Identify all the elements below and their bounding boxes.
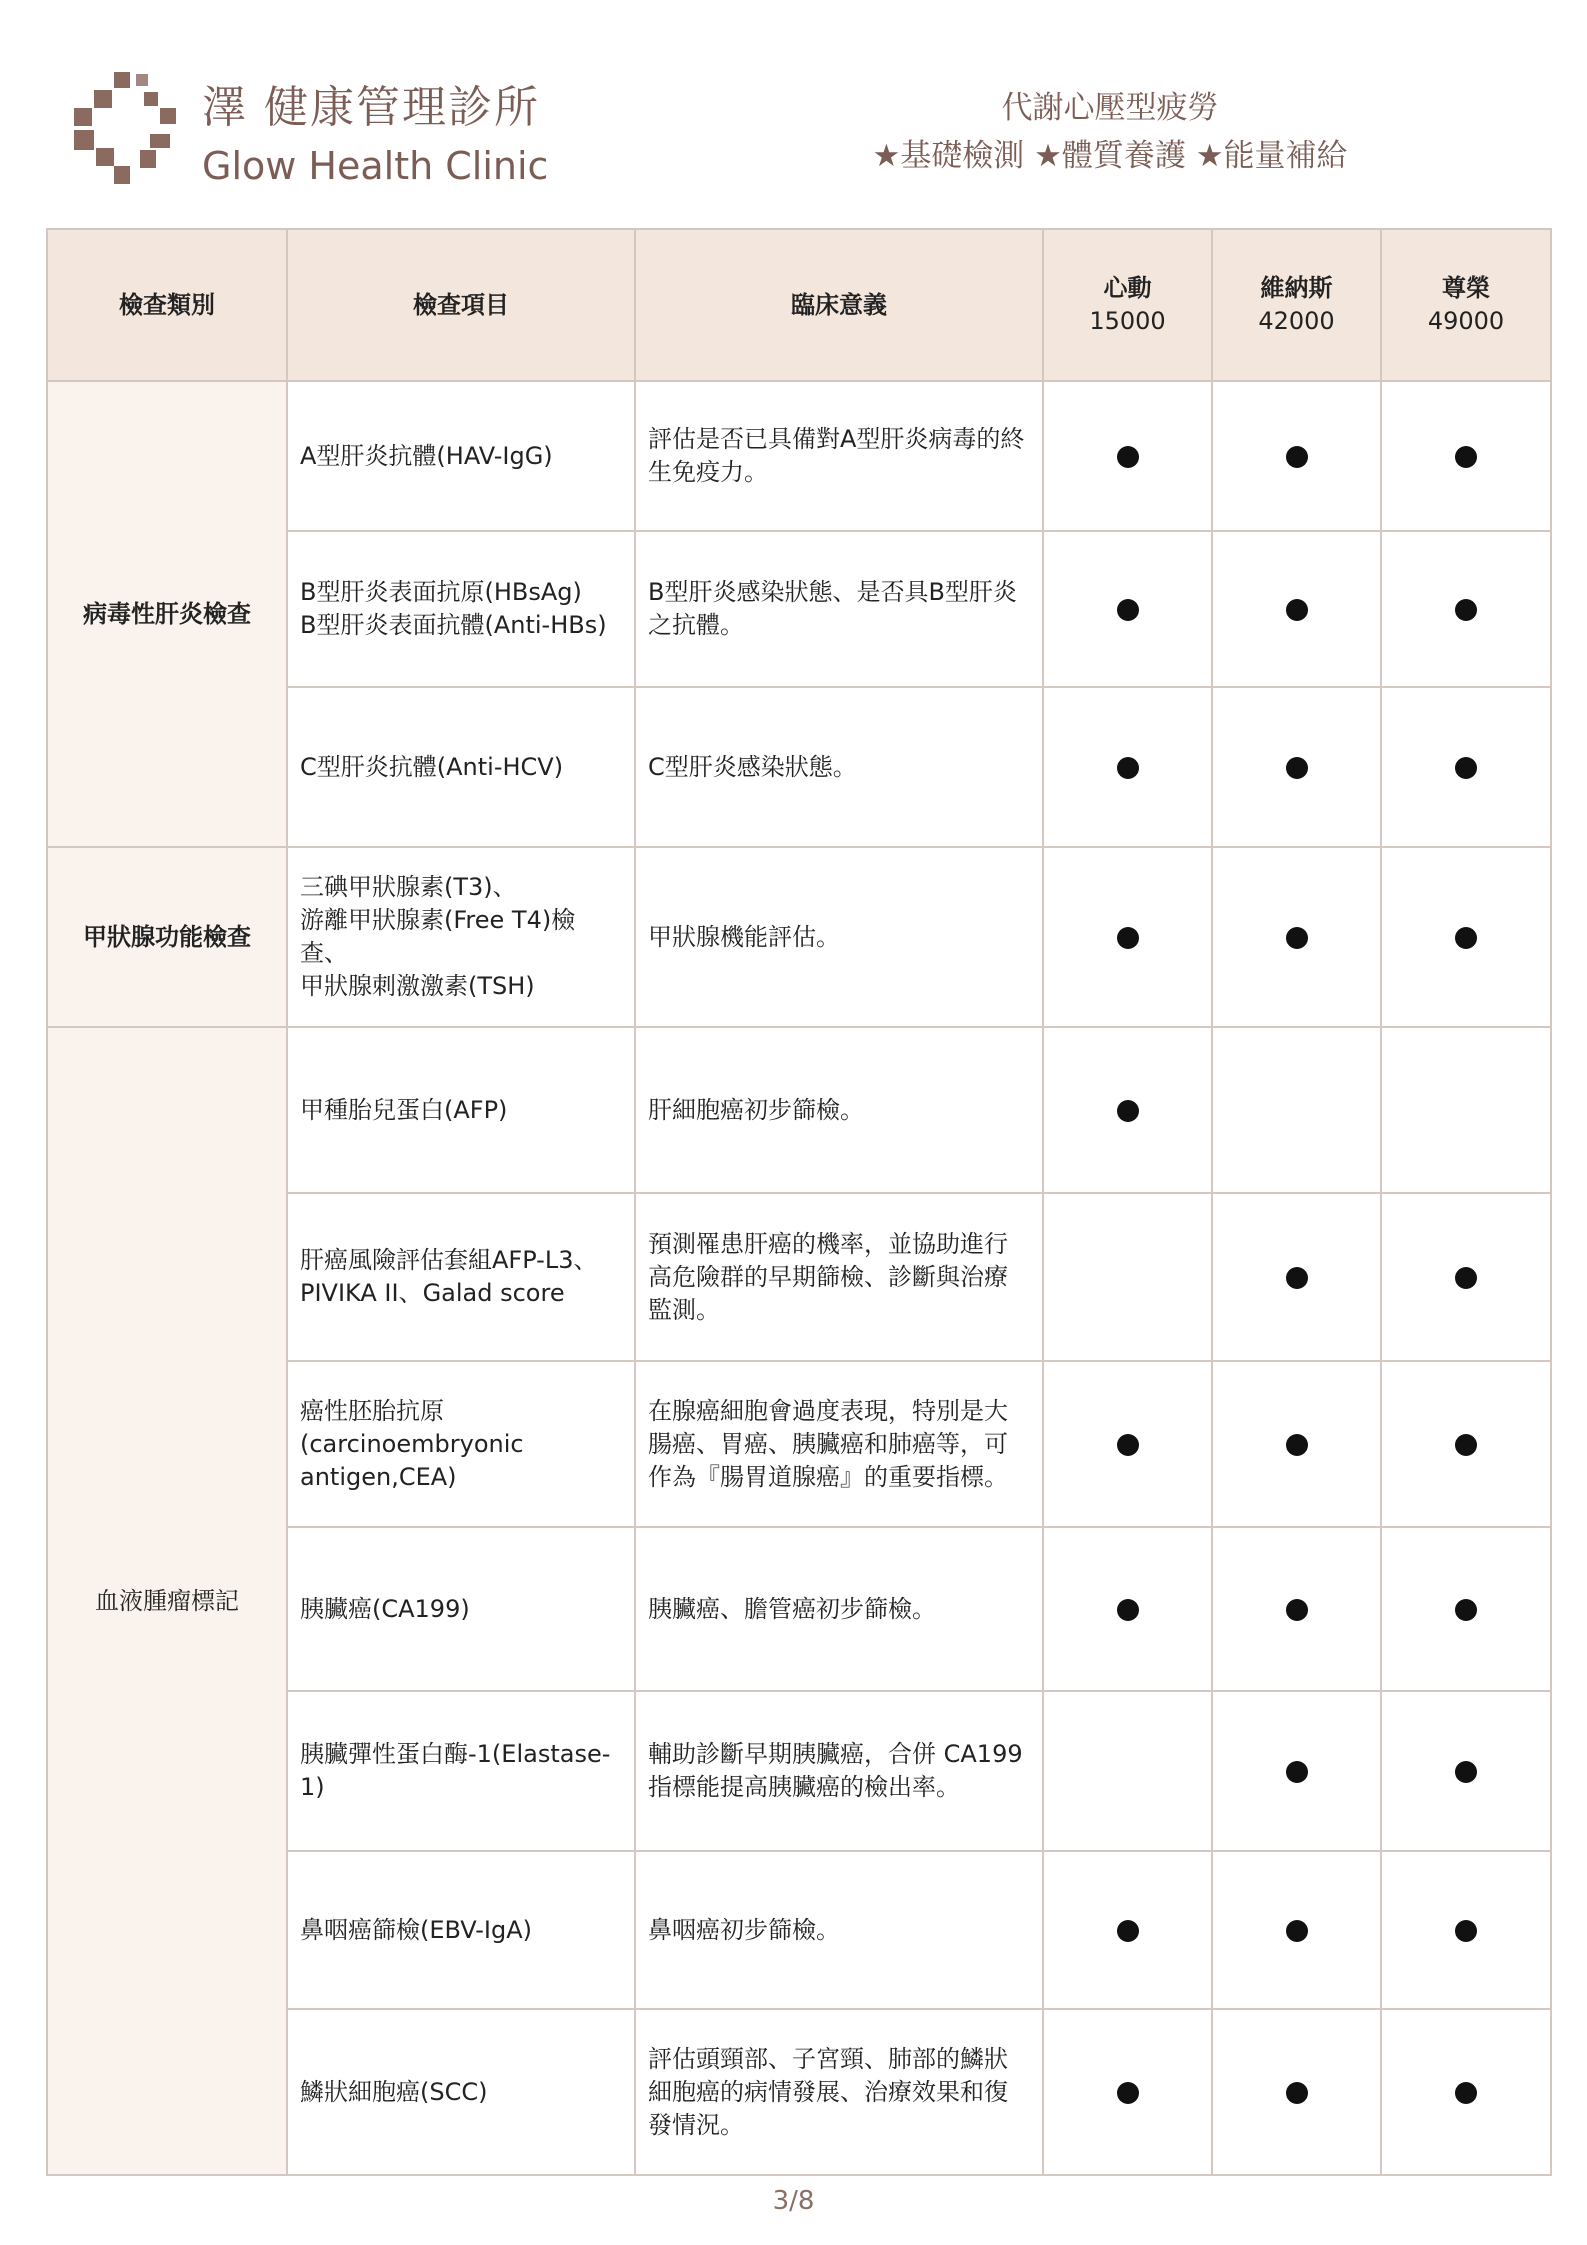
meaning-line: 指標能提高胰臟癌的檢出率。 [648, 1773, 960, 1801]
plan-2-cell [1212, 1361, 1381, 1527]
included-dot-icon [1455, 1920, 1477, 1942]
item-line: 甲狀腺刺激激素(TSH) [300, 972, 535, 1000]
category-cell: 血液腫瘤標記 [47, 1027, 287, 2175]
plan-name: 心動 [1103, 274, 1152, 302]
item-line: 肝癌風險評估套組AFP-L3、 [300, 1246, 598, 1274]
plan-3-cell [1381, 2009, 1551, 2175]
included-dot-icon [1117, 446, 1139, 468]
meaning-cell [635, 531, 1043, 687]
header-plan-1 [1043, 229, 1212, 381]
item-line: A型肝炎抗體(HAV-IgG) [300, 441, 553, 470]
item-cell [287, 1527, 635, 1691]
meaning-line: 甲狀腺機能評估。 [648, 922, 840, 951]
brand-name-en: Glow Health Clinic [202, 144, 549, 188]
plan-1-cell [1043, 847, 1212, 1027]
brand [202, 80, 548, 192]
included-dot-icon [1455, 757, 1477, 779]
meaning-line: 監測。 [648, 1295, 720, 1324]
page-number: 3/8 [772, 2186, 815, 2216]
included-dot-icon [1455, 1761, 1477, 1783]
plan-3-cell [1381, 1691, 1551, 1851]
included-dot-icon [1286, 1267, 1308, 1289]
plan-1-cell [1043, 531, 1212, 687]
plan-3-cell [1381, 381, 1551, 531]
item-cell [287, 531, 635, 687]
included-dot-icon [1117, 1599, 1139, 1621]
item-line: 三碘甲狀腺素(T3)、 [300, 873, 517, 901]
item-line: 游離甲狀腺素(Free T4)檢查、 [300, 906, 576, 967]
meaning-line: 高危險群的早期篩檢、診斷與治療 [648, 1262, 1008, 1291]
header-plan-2 [1212, 229, 1381, 381]
plan-3-cell [1381, 687, 1551, 847]
header-meaning: 臨床意義 [635, 229, 1043, 381]
table-row [47, 381, 1551, 531]
item-line: B型肝炎表面抗原(HBsAg) [300, 578, 582, 606]
meaning-line: 細胞癌的病情發展、治療效果和復 [648, 2077, 1008, 2106]
plan-name: 維納斯 [1260, 274, 1333, 302]
included-dot-icon [1455, 446, 1477, 468]
table-header-row [47, 229, 1551, 381]
table-row [47, 847, 1551, 1027]
included-dot-icon [1117, 757, 1139, 779]
meaning-line: 評估頭頸部、子宮頸、肺部的鱗狀 [648, 2044, 1008, 2073]
meaning-line: 輔助診斷早期胰臟癌，合併 CA199 [648, 1740, 1023, 1768]
header-item: 檢查項目 [287, 229, 635, 381]
included-dot-icon [1455, 1434, 1477, 1456]
plan-1-cell [1043, 1851, 1212, 2009]
included-dot-icon [1286, 927, 1308, 949]
included-dot-icon [1117, 2082, 1139, 2104]
included-dot-icon [1117, 1920, 1139, 1942]
plan-3-cell [1381, 531, 1551, 687]
table-row [47, 1027, 1551, 1193]
included-dot-icon [1455, 1267, 1477, 1289]
clinic-logo-icon [74, 72, 184, 184]
plan-2-cell [1212, 1027, 1381, 1193]
meaning-cell [635, 2009, 1043, 2175]
item-cell [287, 381, 635, 531]
included-dot-icon [1117, 599, 1139, 621]
item-line: 鱗狀細胞癌(SCC) [300, 2077, 488, 2106]
meaning-line: 生免疫力。 [648, 458, 768, 486]
plan-2-cell [1212, 1193, 1381, 1361]
meaning-cell [635, 1361, 1043, 1527]
item-cell [287, 2009, 635, 2175]
plan-2-cell [1212, 531, 1381, 687]
meaning-line: 發情況。 [648, 2110, 744, 2139]
included-dot-icon [1286, 2082, 1308, 2104]
included-dot-icon [1286, 1599, 1308, 1621]
plan-1-cell [1043, 1193, 1212, 1361]
plan-2-cell [1212, 1527, 1381, 1691]
included-dot-icon [1286, 446, 1308, 468]
category-cell: 甲狀腺功能檢查 [47, 847, 287, 1027]
meaning-cell [635, 1691, 1043, 1851]
plan-1-cell [1043, 1361, 1212, 1527]
included-dot-icon [1117, 927, 1139, 949]
item-line: 癌性胚胎抗原 [300, 1396, 444, 1425]
header-plan-3 [1381, 229, 1551, 381]
headline-title: 代謝心壓型疲勞 [1001, 90, 1219, 126]
included-dot-icon [1455, 927, 1477, 949]
plan-2-cell [1212, 381, 1381, 531]
meaning-line: 肝細胞癌初步篩檢。 [648, 1095, 864, 1124]
item-cell [287, 687, 635, 847]
meaning-line: 評估是否已具備對A型肝炎病毒的終 [648, 425, 1025, 453]
plan-price: 49000 [1427, 307, 1505, 335]
item-cell [287, 1691, 635, 1851]
plan-3-cell [1381, 1027, 1551, 1193]
meaning-line: B型肝炎感染狀態、是否具B型肝炎 [648, 578, 1017, 606]
plan-1-cell [1043, 1027, 1212, 1193]
meaning-line: 腸癌、胃癌、胰臟癌和肺癌等，可 [648, 1429, 1008, 1458]
item-cell [287, 1361, 635, 1527]
included-dot-icon [1455, 2082, 1477, 2104]
included-dot-icon [1286, 1434, 1308, 1456]
included-dot-icon [1117, 1100, 1139, 1122]
category-cell: 病毒性肝炎檢查 [47, 381, 287, 847]
included-dot-icon [1117, 1434, 1139, 1456]
plan-1-cell [1043, 1691, 1212, 1851]
meaning-cell [635, 1193, 1043, 1361]
item-line: PIVIKA II、Galad score [300, 1279, 565, 1307]
meaning-line: 作為『腸胃道腺癌』的重要指標。 [648, 1462, 1008, 1491]
included-dot-icon [1455, 599, 1477, 621]
item-cell [287, 1027, 635, 1193]
meaning-cell [635, 847, 1043, 1027]
meaning-line: 預測罹患肝癌的機率，並協助進行 [648, 1229, 1008, 1258]
plan-2-cell [1212, 687, 1381, 847]
plan-name: 尊榮 [1442, 274, 1490, 302]
plan-1-cell [1043, 1527, 1212, 1691]
meaning-line: 鼻咽癌初步篩檢。 [648, 1915, 840, 1944]
meaning-cell [635, 381, 1043, 531]
item-line: (carcinoembryonic [300, 1429, 524, 1458]
plan-2-cell [1212, 1691, 1381, 1851]
item-line: C型肝炎抗體(Anti-HCV) [300, 752, 564, 781]
plan-1-cell [1043, 381, 1212, 531]
item-cell [287, 1193, 635, 1361]
included-dot-icon [1455, 1599, 1477, 1621]
headline-subtitle: ★基礎檢測 ★體質養護 ★能量補給 [872, 138, 1348, 174]
meaning-cell [635, 1851, 1043, 2009]
header-category: 檢查類別 [47, 229, 287, 381]
plan-2-cell [1212, 1851, 1381, 2009]
item-line: 甲種胎兒蛋白(AFP) [300, 1095, 508, 1124]
meaning-cell [635, 1027, 1043, 1193]
plan-3-cell [1381, 1193, 1551, 1361]
item-line: 鼻咽癌篩檢(EBV-IgA) [300, 1915, 533, 1944]
meaning-line: C型肝炎感染狀態。 [648, 752, 857, 781]
plan-1-cell [1043, 2009, 1212, 2175]
plan-price: 15000 [1089, 307, 1166, 335]
item-cell [287, 1851, 635, 2009]
plan-3-cell [1381, 847, 1551, 1027]
meaning-line: 在腺癌細胞會過度表現，特別是大 [648, 1396, 1008, 1425]
item-line: antigen,CEA) [300, 1462, 457, 1491]
document-headline [830, 84, 1390, 180]
item-line: 胰臟彈性蛋白酶-1(Elastase-1) [300, 1740, 611, 1801]
meaning-cell [635, 1527, 1043, 1691]
plan-2-cell [1212, 2009, 1381, 2175]
meaning-cell [635, 687, 1043, 847]
included-dot-icon [1286, 757, 1308, 779]
item-line: B型肝炎表面抗體(Anti-HBs) [300, 611, 607, 639]
plan-3-cell [1381, 1851, 1551, 2009]
exam-table [46, 228, 1552, 2176]
item-cell [287, 847, 635, 1027]
plan-3-cell [1381, 1361, 1551, 1527]
brand-name-cn: 澤 健康管理診所 [202, 82, 540, 133]
plan-2-cell [1212, 847, 1381, 1027]
plan-price: 42000 [1258, 307, 1335, 335]
meaning-line: 之抗體。 [648, 611, 744, 639]
included-dot-icon [1286, 1761, 1308, 1783]
included-dot-icon [1286, 599, 1308, 621]
plan-1-cell [1043, 687, 1212, 847]
plan-3-cell [1381, 1527, 1551, 1691]
included-dot-icon [1286, 1920, 1308, 1942]
item-line: 胰臟癌(CA199) [300, 1594, 470, 1623]
meaning-line: 胰臟癌、膽管癌初步篩檢。 [648, 1594, 936, 1623]
